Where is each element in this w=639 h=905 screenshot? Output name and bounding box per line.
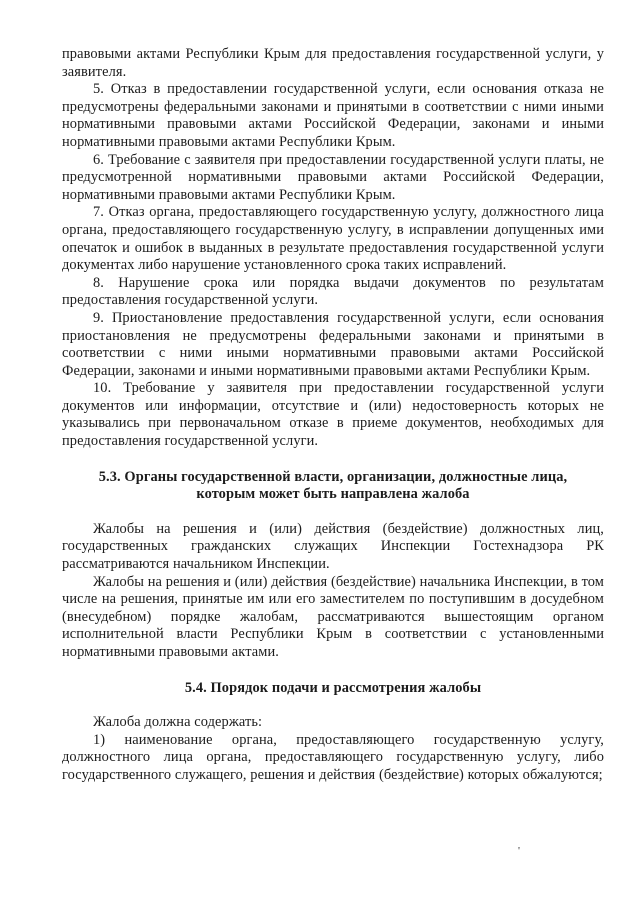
paragraph-continuation: правовыми актами Республики Крым для предоставления государственной услуги, у заявителя. <box>62 46 604 80</box>
paragraph-item-6: 6. Требование с заявителя при предоставлении государственной услуги платы, не предусмотренной нормативными правовыми актами Российской Федерации, нормативными правовыми актами Республики Крым. <box>62 151 604 203</box>
stray-mark: ' <box>518 845 520 857</box>
section-5-4-paragraph: 1) наименование органа, предоставляющего государственную услугу, должностного лица органа, предоставляющего государственную услугу, либо государственного служащего, решения и действия (бездействие) которых обжалуются; <box>62 731 604 783</box>
section-5-4-paragraph: Жалоба должна содержать: <box>93 714 263 731</box>
paragraph-item-10: 10. Требование у заявителя при предоставлении государственной услуги документов или информации, отсутствие и (или) недостоверность которых не указывались при первоначальном отказе в приеме документов, необходимых для предоставления государственной услуги. <box>62 380 604 450</box>
section-5-3-paragraph: Жалобы на решения и (или) действия (бездействие) начальника Инспекции, в том числе на решения, принятые им или его заместителем по поступившим в досудебном (внесудебном) порядке жалобам, рассматриваются вышестоящим органом исполнительной власти Республики Крым в соответствии с установленными нормативными правовыми актами. <box>62 573 604 660</box>
paragraph-item-9: 9. Приостановление предоставления государственной услуги, если основания приостановления не предусмотрены федеральными законами и принятыми в соответствии с ними иными нормативными правовыми актами Российской Федерации, законами и иными нормативными правовыми актами Республики Крым. <box>62 309 604 379</box>
section-5-4-heading: 5.4. Порядок подачи и рассмотрения жалобы <box>184 679 482 696</box>
paragraph-item-8: 8. Нарушение срока или порядка выдачи документов по результатам предоставления государственной услуги. <box>62 274 604 309</box>
section-5-3-heading-line2: которым может быть направлена жалоба <box>196 486 470 503</box>
section-5-3-paragraph: Жалобы на решения и (или) действия (бездействие) должностных лиц, государственных гражданских служащих Инспекции Гостехнадзора РК рассматриваются начальником Инспекции. <box>62 520 604 573</box>
paragraph-item-5: 5. Отказ в предоставлении государственной услуги, если основания отказа не предусмотрены федеральными законами и принятыми в соответствии с ними иными нормативными правовыми актами Российской Федерации, законами и иными нормативными правовыми актами Республики Крым. <box>62 81 604 150</box>
section-5-3-heading-line1: 5.3. Органы государственной власти, организации, должностные лица, <box>98 468 568 485</box>
paragraph-item-7: 7. Отказ органа, предоставляющего государственную услугу, должностного лица органа, предоставляющего государственную услугу, в исправлении допущенных ими опечаток и ошибок в выданных в результате предоставления государственной услуги документах либо нарушение установленного срока таких исправлений. <box>62 204 604 274</box>
document-body <box>62 46 604 785</box>
